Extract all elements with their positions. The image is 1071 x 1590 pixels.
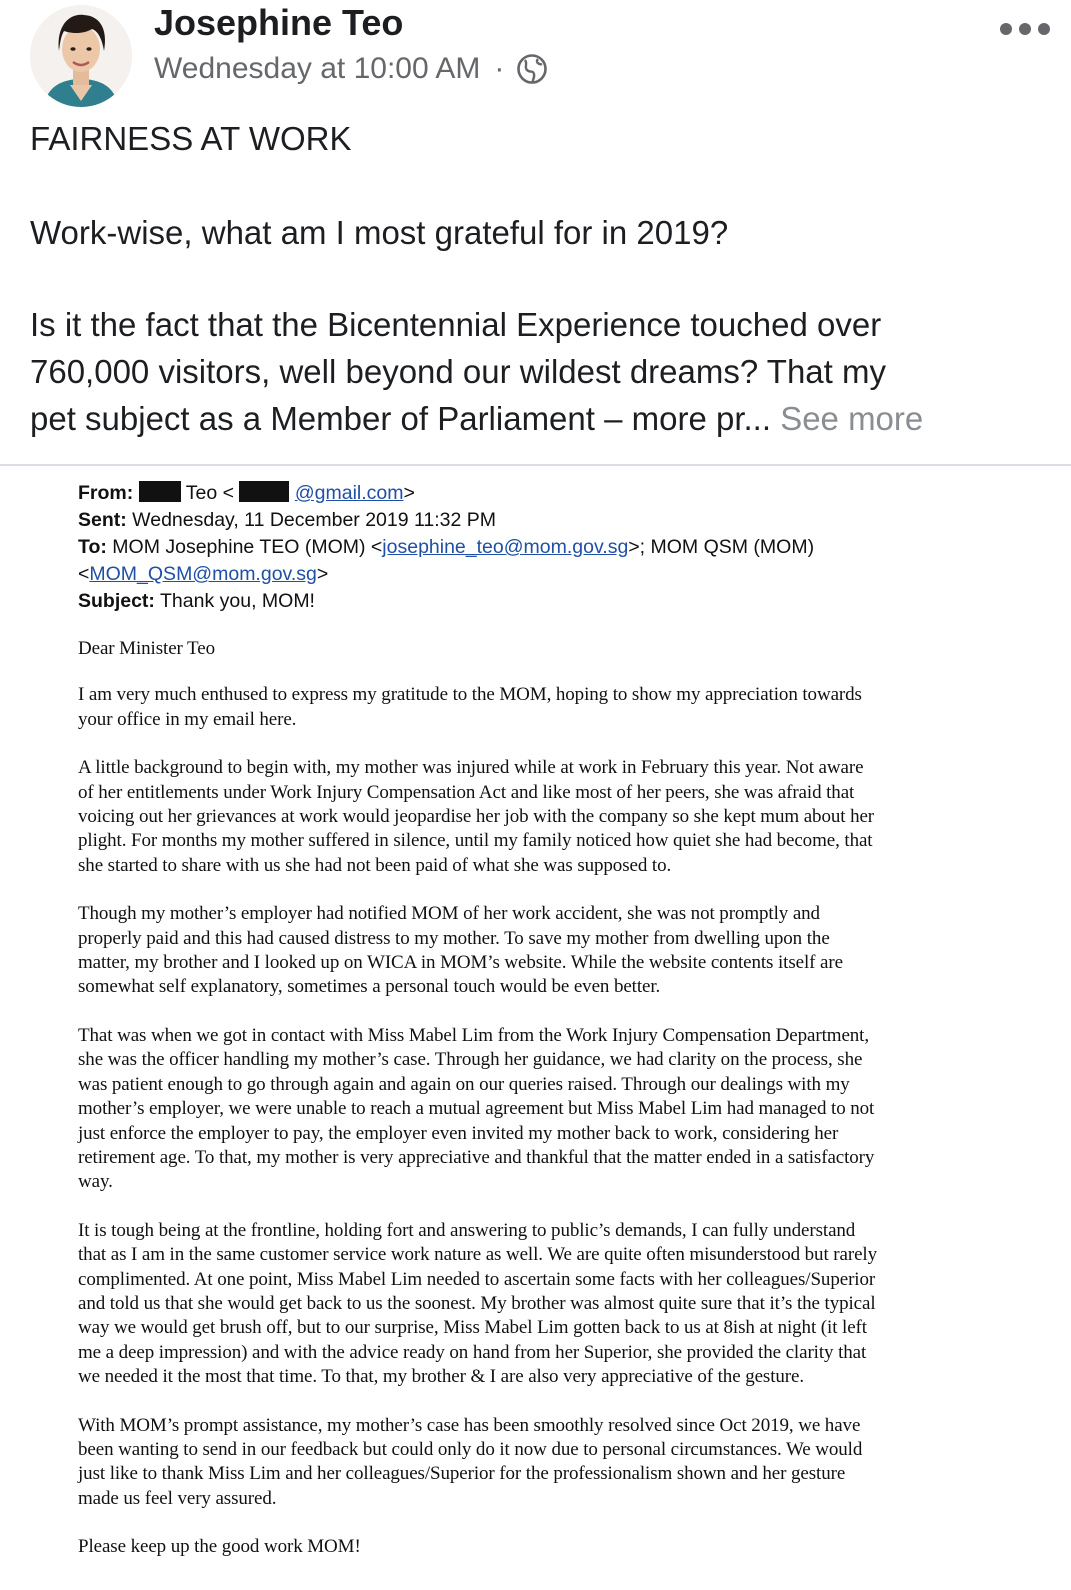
email-line: just enforce the employer to pay, the employer even invited my mother back to work, considering her xyxy=(78,1122,839,1144)
email-line: It is tough being at the frontline, holding fort and answering to public’s demands, I can fully understand xyxy=(78,1219,856,1241)
email-line: that as I am in the same customer service work nature as well. We are quite often misunderstood but rarely xyxy=(78,1244,877,1266)
email-greeting: Dear Minister Teo xyxy=(78,638,215,659)
email-from-row xyxy=(78,480,1008,507)
email-line: she started to share with us she had not been paid of what she was supposed to. xyxy=(78,854,672,876)
more-dot xyxy=(1000,23,1012,35)
email-subject-row xyxy=(78,588,1008,615)
email-sent-row xyxy=(78,507,1008,534)
post-header xyxy=(0,0,1071,110)
post-line-last xyxy=(30,395,923,442)
email-line: retirement age. To that, my mother is very appreciative and thankful that the matter ended in a satisfactory xyxy=(78,1146,875,1168)
email-line: matter, my brother and I looked up on WICA in MOM’s website. While the website contents itself are xyxy=(78,952,843,974)
to-lt: < xyxy=(78,563,90,585)
meta-separator: · xyxy=(494,52,505,85)
author-avatar[interactable] xyxy=(30,5,132,107)
email-line: and told us that she would get back to us the soonest. My brother was almost quite sure that it’s the typical xyxy=(78,1292,876,1314)
more-options-icon[interactable] xyxy=(1000,18,1050,40)
sent-value: Wednesday, 11 December 2019 11:32 PM xyxy=(132,509,497,531)
redaction-bar xyxy=(139,481,181,502)
email-to-row-cont xyxy=(78,561,1008,588)
email-line: somewhat self explanatory, sometimes a personal touch would be even better. xyxy=(78,976,661,998)
email-to-row xyxy=(78,534,1008,561)
author-name[interactable]: Josephine Teo xyxy=(154,2,404,43)
email-paragraph xyxy=(78,902,1008,1000)
post-title: FAIRNESS AT WORK xyxy=(30,120,352,157)
from-label: From: xyxy=(78,482,134,504)
email-line: Though my mother’s employer had notified MOM of her work accident, she was not promptly and xyxy=(78,903,820,925)
email-line: made us feel very assured. xyxy=(78,1487,277,1509)
email-line: plight. For months my mother suffered in silence, until my family noticed how quiet she had become, that xyxy=(78,830,873,852)
post-line: pet subject as a Member of Parliament – more pr... xyxy=(30,400,772,437)
post-question: Work-wise, what am I most grateful for in 2019? xyxy=(30,214,729,251)
email-line: That was when we got in contact with Miss Mabel Lim from the Work Injury Compensation Department, xyxy=(78,1024,870,1046)
email-line: A little background to begin with, my mother was injured while at work in February this year. Not aware xyxy=(78,757,864,779)
email-line: your office in my email here. xyxy=(78,708,297,730)
to-email: MOM_QSM@mom.gov.sg xyxy=(89,563,317,585)
email-body xyxy=(78,637,1008,1560)
email-paragraph xyxy=(78,683,1008,732)
email-closing: Please keep up the good work MOM! xyxy=(78,1536,361,1558)
subject-value: Thank you, MOM! xyxy=(160,590,315,612)
see-more-link[interactable]: See more xyxy=(780,400,924,437)
email-line: way. xyxy=(78,1171,113,1193)
email-line: was patient enough to go through again and again on our queries raised. Through our dealings with my xyxy=(78,1073,850,1095)
email-image xyxy=(78,480,1008,1560)
from-name: Teo < xyxy=(185,482,234,504)
email-line: properly paid and this had caused distress to my mother. To save my mother from dwelling upon the xyxy=(78,927,830,949)
email-line: way we would get brush off, but to our surprise, Miss Mabel Lim gotten back to us at 8ish at night (it left xyxy=(78,1317,867,1339)
to-middle: >; MOM QSM (MOM) xyxy=(628,536,815,558)
post-timestamp[interactable]: Wednesday at 10:00 AM xyxy=(154,52,481,85)
to-end: > xyxy=(316,563,329,585)
more-dot xyxy=(1019,23,1031,35)
email-paragraph xyxy=(78,1414,1008,1512)
email-paragraph xyxy=(78,1219,1008,1390)
email-line: been wanting to send in our feedback but could only do it now due to personal circumstances. We would xyxy=(78,1438,863,1460)
email-line: complimented. At one point, Miss Mabel Lim needed to ascertain some facts with her colleagues/Superior xyxy=(78,1268,876,1290)
email-line: With MOM’s prompt assistance, my mother’s case has been smoothly resolved since Oct 2019, we have xyxy=(78,1414,861,1436)
email-paragraph xyxy=(78,1024,1008,1195)
email-line: me a deep impression) and with the advice ready on hand from her Superior, she provided the clarity that xyxy=(78,1341,867,1363)
from-end: > xyxy=(403,482,415,504)
globe-icon[interactable] xyxy=(516,53,548,85)
sent-label: Sent: xyxy=(78,509,127,531)
email-line: voicing out her grievances at work would jeopardise her job with the company so she kept mum about her xyxy=(78,806,875,828)
subject-label: Subject: xyxy=(78,590,155,612)
email-line: of her entitlements under Work Injury Compensation Act and like most of her peers, she was afraid that xyxy=(78,781,855,803)
email-line: we needed it the most that time. To that, my brother & I are also very appreciative of the gesture. xyxy=(78,1366,805,1388)
redaction-bar xyxy=(239,481,289,502)
email-line: mother’s employer, we were unable to reach a mutual agreement but Miss Mabel Lim had managed to not xyxy=(78,1098,875,1120)
email-line: just like to thank Miss Lim and her colleagues/Superior for the professionalism shown and her gesture xyxy=(78,1463,846,1485)
from-email: @gmail.com xyxy=(294,482,404,504)
email-paragraph xyxy=(78,756,1008,878)
email-line: I am very much enthused to express my gratitude to the MOM, hoping to show my appreciation towards xyxy=(78,684,862,706)
email-line: she was the officer handling my mother’s case. Through her guidance, we had clarity on the process, she xyxy=(78,1049,863,1071)
post-line: 760,000 visitors, well beyond our wildest dreams? That my xyxy=(30,353,886,390)
to-label: To: xyxy=(78,536,107,558)
more-dot xyxy=(1038,23,1050,35)
to-email: josephine_teo@mom.gov.sg xyxy=(382,536,629,558)
email-paragraphs xyxy=(78,683,1008,1511)
post-image-divider xyxy=(0,464,1071,466)
to-prefix: MOM Josephine TEO (MOM) < xyxy=(112,536,383,558)
post-line: Is it the fact that the Bicentennial Experience touched over xyxy=(30,306,882,343)
post-meta xyxy=(154,52,548,86)
